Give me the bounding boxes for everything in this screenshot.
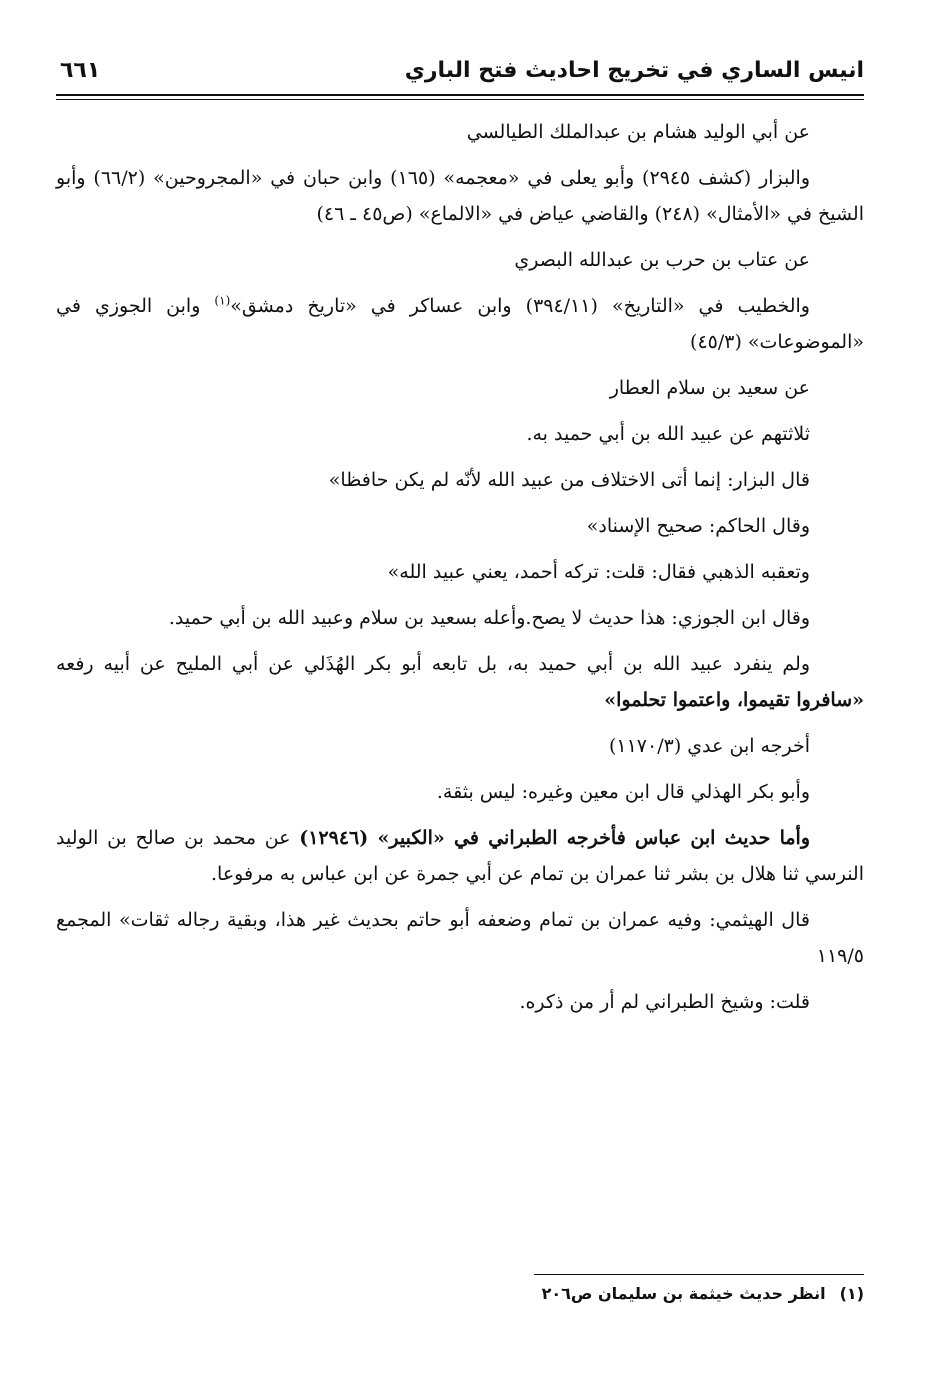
paragraph-4 (56, 288, 864, 360)
header-rule (56, 94, 864, 96)
paragraph-5: عن سعيد بن سلام العطار (609, 377, 810, 399)
paragraph-11 (56, 646, 864, 718)
paragraph-14-text: عن محمد بن صالح بن الوليد النرسي ثنا هلال بن بشر ثنا عمران بن تمام عن أبي جمرة عن ابن عباس به مرفوعا. (56, 827, 864, 885)
paragraph-9: وتعقبه الذهبي فقال: قلت: تركه أحمد، يعني عبيد الله» (387, 561, 810, 583)
paragraph-11-quote: «سافروا تقيموا، واعتموا تحلموا» (604, 689, 864, 711)
paragraph-3: عن عتاب بن حرب بن عبدالله البصري (514, 249, 810, 271)
running-header (56, 52, 864, 92)
running-title: انيس الساري في تخريج احاديث فتح الباري (404, 58, 864, 83)
paragraph-8: وقال الحاكم: صحيح الإسناد» (586, 515, 810, 537)
paragraph-14-lead: وأما حديث ابن عباس فأخرجه الطبراني في «الكبير» (١٢٩٤٦) (299, 827, 810, 849)
page-number: ٦٦١ (60, 58, 101, 83)
paragraph-16: قلت: وشيخ الطبراني لم أر من ذكره. (519, 991, 810, 1013)
paragraph-6: ثلاثتهم عن عبيد الله بن أبي حميد به. (526, 423, 810, 445)
paragraph-4-text-b: وابن الجوزي في «الموضوعات» (٤٥/٣) (56, 295, 864, 353)
paragraph-4-text-a: والخطيب في «التاريخ» (٣٩٤/١١) وابن عساكر في «تاريخ دمشق» (230, 295, 810, 317)
footnote-text: انظر حديث خيثمة بن سليمان ص٢٠٦ (541, 1284, 826, 1303)
footnote (542, 1284, 864, 1303)
footnote-marker[interactable]: (١) (214, 293, 231, 308)
paragraph-2: والبزار (كشف ٢٩٤٥) وأبو يعلى في «معجمه» (١٦٥) وابن حبان في «المجروحين» (٦٦/٢) وأبو الشيخ في «الأمثال» (٢٤٨) والقاضي عياض في «الالماع» (ص٤٥ ـ ٤٦) (56, 167, 864, 225)
paragraph-15: قال الهيثمي: وفيه عمران بن تمام وضعفه أبو حاتم بحديث غير هذا، وبقية رجاله ثقات» المجمع ١١٩/٥ (56, 909, 864, 967)
page-body (56, 114, 864, 1020)
paragraph-1: عن أبي الوليد هشام بن عبدالملك الطيالسي (466, 121, 810, 143)
paragraph-10: وقال ابن الجوزي: هذا حديث لا يصح.وأعله بسعيد بن سلام وعبيد الله بن أبي حميد. (168, 607, 810, 629)
paragraph-11-text: ولم ينفرد عبيد الله بن أبي حميد به، بل تابعه أبو بكر الهُذَلي عن أبي المليح عن أبيه رفعه (56, 653, 810, 675)
footnote-rule (534, 1274, 864, 1275)
header-rule-thin (56, 99, 864, 100)
paragraph-12: أخرجه ابن عدي (١١٧٠/٣) (608, 735, 810, 757)
footnote-number: (١) (839, 1284, 864, 1303)
paragraph-14 (56, 820, 864, 892)
paragraph-7: قال البزار: إنما أتى الاختلاف من عبيد الله لأنّه لم يكن حافظا» (328, 469, 810, 491)
paragraph-13: وأبو بكر الهذلي قال ابن معين وغيره: ليس بثقة. (436, 781, 810, 803)
book-page (56, 52, 864, 1352)
